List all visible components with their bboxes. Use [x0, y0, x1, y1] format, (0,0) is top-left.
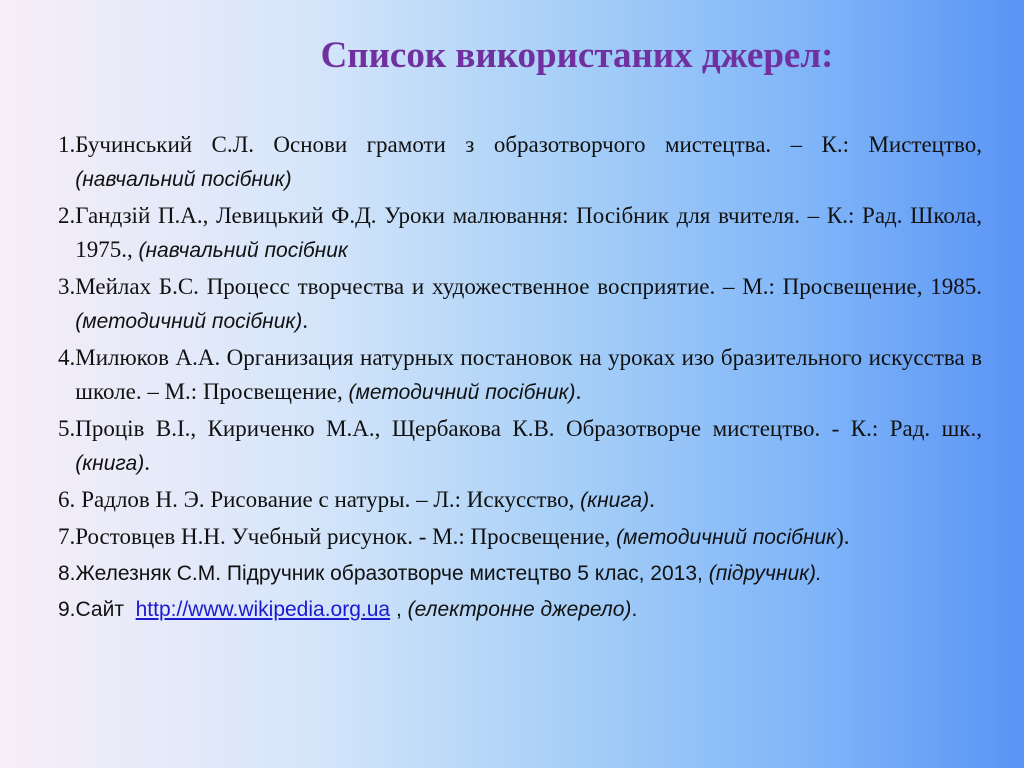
item-number: 8. [58, 562, 76, 585]
item-number: 4. [58, 345, 76, 370]
item-text: Гандзій П.А., Левицький Ф.Д. Уроки малювання: Посібник для вчителя. – К.: Рад. Школа, 1975., [75, 203, 982, 262]
item-note: (книга) [580, 489, 650, 512]
item-number: 6. [58, 487, 76, 512]
item-text: Сайт [75, 598, 124, 621]
item-note: (методичний посібник [616, 526, 837, 549]
sources-list [58, 128, 982, 629]
item-text: Мейлах Б.С. Процесс творчества и художественное восприятие. – М.: Просвещение, 1985. [75, 274, 982, 299]
list-item [58, 557, 982, 591]
item-text: Ростовцев Н.Н. Учебный рисунок. - М.: Просвещение, [75, 524, 611, 549]
item-note: (книга) [75, 452, 145, 475]
item-number: 1. [58, 132, 76, 157]
item-after: ). [836, 524, 850, 549]
item-note: (методичний посібник) [348, 381, 576, 404]
page-title: Список використаних джерел: [320, 35, 834, 76]
list-item [58, 199, 982, 268]
item-text: Бучинський С.Л. Основи грамоти з образотворчого мистецтва. – К.: Мистецтво, [75, 132, 982, 157]
list-item [58, 412, 982, 481]
item-note: (навчальний посібник) [75, 168, 292, 191]
item-after: . [631, 598, 638, 621]
list-item [58, 483, 982, 518]
item-after: . [302, 308, 309, 333]
item-number: 3. [58, 274, 76, 299]
item-note: (електронне джерело) [407, 598, 632, 621]
item-number: 2. [58, 203, 76, 228]
item-after: . [575, 379, 582, 404]
list-item [58, 593, 982, 627]
item-text: Железняк С.М. Підручник образотворче мистецтво 5 клас, 2013, [75, 562, 703, 585]
item-text: Проців В.І., Кириченко М.А., Щербакова К.В. Образотворче мистецтво. - К.: Рад. шк., [75, 416, 982, 441]
item-after: . [649, 487, 655, 512]
list-item [58, 270, 982, 339]
item-text: Радлов Н. Э. Рисование с натуры. – Л.: Искусство, [81, 487, 575, 512]
list-item [58, 128, 982, 197]
item-number: 9. [58, 598, 76, 621]
item-note: (навчальний посібник [138, 239, 348, 262]
item-number: 5. [58, 416, 76, 441]
item-note: (методичний посібник) [75, 310, 303, 333]
item-note: (підручник). [708, 562, 822, 585]
item-after: . [144, 450, 150, 475]
list-item [58, 341, 982, 410]
item-separator: , [395, 598, 402, 621]
item-text: Милюков А.А. Организация натурных постановок на уроках изо бразительного искусства в школе. – М.: Просвещение, [75, 345, 982, 404]
wikipedia-link[interactable]: http://www.wikipedia.org.ua [135, 598, 391, 621]
list-item [58, 520, 982, 555]
item-number: 7. [58, 524, 76, 549]
